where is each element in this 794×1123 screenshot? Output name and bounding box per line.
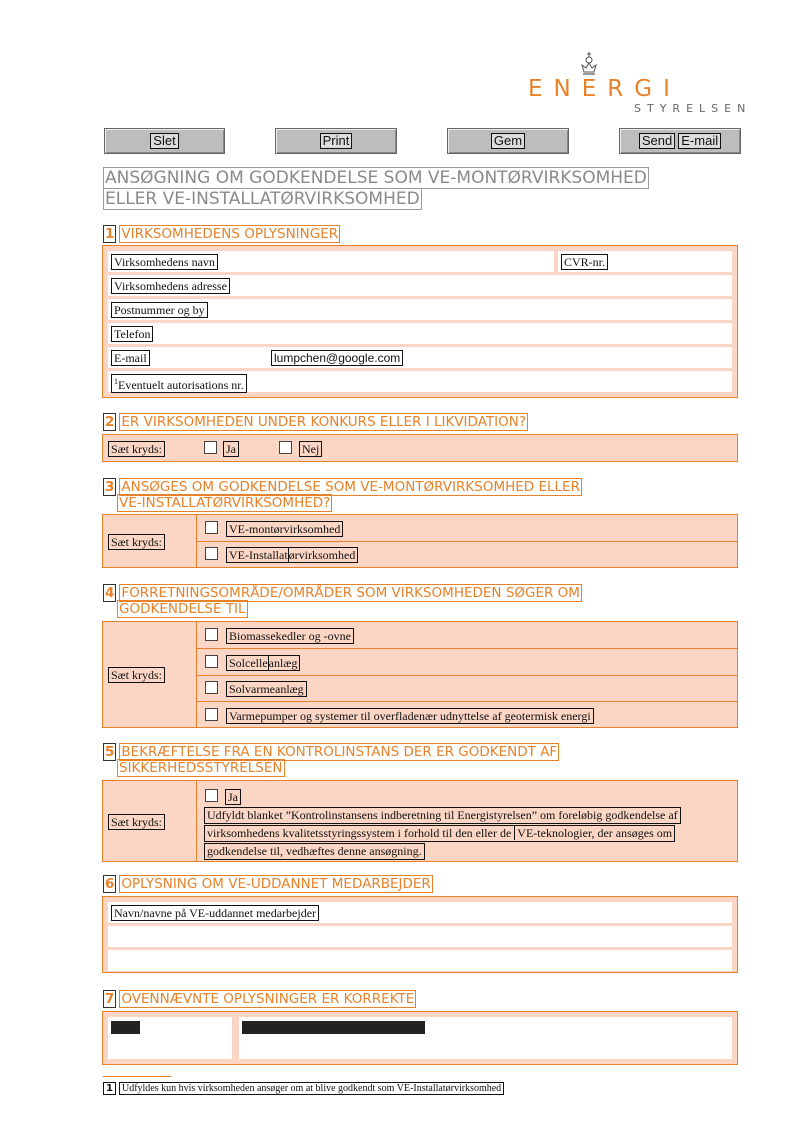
print-button-label: Print [320,133,353,149]
installator-label-b: ørvirksomhed [288,548,356,562]
employee-box [102,896,738,973]
no-checkbox[interactable] [279,441,292,454]
save-button-label: Gem [491,133,525,149]
date-field[interactable] [108,1017,232,1059]
employee-name-field-1[interactable] [108,902,732,923]
section-number: 5 [105,744,115,760]
employee-name-field-2[interactable] [108,926,732,947]
page-title [103,168,723,210]
section-number: 7 [105,991,115,1007]
biomass-checkbox[interactable] [205,628,218,641]
solar-cell-label-a: Solcelle [229,656,268,670]
section-7-heading [103,991,416,1007]
company-address-label: Virksomhedens adresse [111,278,230,294]
no-label: Nej [299,441,322,457]
phone-label: Telefon [111,326,153,342]
email-label: E-mail [678,133,721,149]
check-instruction: Sæt kryds: [108,667,165,683]
montor-label: VE-montørvirksomhed [226,521,343,537]
bankruptcy-box [102,434,738,462]
confirm-yes-label: Ja [225,789,241,805]
company-name-field[interactable] [108,251,554,272]
solar-heat-label: Solvarmeanlæg [226,681,307,697]
attachment-text-line2a: virksomhedens kvalitetsstyringssystem i forhold til den eller de [207,826,512,840]
footnote-text: Udfyldes kun hvis virksomheden ansøger om at blive godkendt som VE-Installatørvirksomhed [119,1082,504,1095]
row-divider [197,701,737,702]
authorisation-label-text: Eventuelt autorisations nr. [118,378,244,392]
section-title-line1: BEKRÆFTELSE FRA EN KONTROLINSTANS DER ER GODKENDT AF [121,744,558,760]
employee-name-field-3[interactable] [108,950,732,971]
yes-checkbox[interactable] [204,441,217,454]
installator-label [226,547,358,563]
section-number: 1 [105,226,115,242]
section-5-heading [103,744,559,776]
zip-city-field[interactable] [108,299,732,320]
section-number: 6 [105,876,115,892]
section-title-line2: VE-INSTALLATØRVIRKSOMHED? [119,495,331,511]
signature-field[interactable] [239,1017,732,1059]
delete-button-label: Slet [150,133,178,149]
email-field[interactable] [108,347,732,368]
section-title: OVENNÆVNTE OPLYSNINGER ER KORREKTE [121,991,415,1007]
biomass-label: Biomassekedler og -ovne [226,628,354,644]
footnote [103,1083,504,1095]
section-2-heading [103,414,528,430]
signature-label: Virksomhedens tegnelses underskrift [242,1021,425,1034]
row-divider [197,648,737,649]
section-1-heading [103,226,340,242]
page-title-line2: ELLER VE-INSTALLATØRVIRKSOMHED [105,189,420,209]
section-number: 3 [105,479,115,495]
business-area-box [102,621,738,728]
attachment-text-line2b: VE-teknologier, der ansøges om [514,826,672,840]
send-email-button[interactable] [619,128,741,154]
footnote-ref: 1 [114,377,118,386]
company-address-field[interactable] [108,275,732,296]
heat-pump-checkbox[interactable] [205,708,218,721]
control-instance-box [102,780,738,862]
solar-cell-label [226,655,300,671]
instruction-cell [103,781,197,861]
print-button[interactable] [275,128,397,154]
energistyrelsen-logo [528,52,752,118]
check-instruction: Sæt kryds: [108,441,165,457]
footnote-divider [103,1076,171,1077]
authorisation-field[interactable] [108,371,732,392]
logo-subtitle: STYRELSEN [634,102,752,115]
cvr-label: CVR-nr. [561,254,608,270]
section-title: OPLYSNING OM VE-UDDANNET MEDARBEJDER [121,876,431,892]
company-info-box [102,245,738,398]
email-field-label: E-mail [111,350,150,366]
section-number: 4 [105,585,115,601]
montor-checkbox[interactable] [205,521,218,534]
solar-cell-checkbox[interactable] [205,655,218,668]
section-title-line1: ANSØGES OM GODKENDELSE SOM VE-MONTØRVIRKSOMHED ELLER [121,479,580,495]
cvr-field[interactable] [558,251,732,272]
check-instruction: Sæt kryds: [108,814,165,830]
zip-city-label: Postnummer og by [111,302,208,318]
instruction-cell [103,515,197,567]
attachment-text-line3: godkendelse til, vedhæftes denne ansøgning. [204,843,425,860]
installator-label-a: VE-Installat [229,548,288,562]
solar-cell-label-b: anlæg [268,656,298,670]
instruction-cell [103,622,197,727]
section-6-heading [103,876,433,892]
section-3-heading [103,479,582,511]
solar-heat-checkbox[interactable] [205,681,218,694]
logo-wordmark: ENERGI [528,76,681,102]
footnote-number: 1 [103,1082,116,1095]
section-title-line2: GODKENDELSE TIL [119,601,246,617]
crown-icon [580,52,598,76]
section-title: VIRKSOMHEDENS OPLYSNINGER [121,226,339,242]
send-label: Send [639,133,675,149]
row-divider [197,541,737,542]
attachment-text-line1: Udfyldt blanket ”Kontrolinstansens indberetning til Energistyrelsen” om foreløbig godkendelse af [204,807,681,824]
section-title-line1: FORRETNINGSOMRÅDE/OMRÅDER SOM VIRKSOMHEDEN SØGER OM [121,585,580,601]
yes-label: Ja [223,441,239,457]
installator-checkbox[interactable] [205,547,218,560]
section-number: 2 [105,414,115,430]
date-label: Dato [111,1021,140,1034]
authorisation-label [111,374,247,393]
save-button[interactable] [447,128,569,154]
check-instruction: Sæt kryds: [108,534,165,550]
company-type-box [102,514,738,568]
delete-button[interactable] [104,128,225,154]
attachment-text [204,807,734,861]
section-title-line2: SIKKERHEDSSTYRELSEN [119,760,283,776]
page-title-line1: ANSØGNING OM GODKENDELSE SOM VE-MONTØRVIRKSOMHED [105,168,647,188]
heat-pump-label: Varmepumper og systemer til overfladenær udnyttelse af geotermisk energi [226,708,594,724]
confirm-yes-checkbox[interactable] [205,789,218,802]
email-value[interactable]: lumpchen@google.com [271,350,403,366]
employee-name-label: Navn/navne på VE-uddannet medarbejder [111,905,319,921]
attachment-text-line2 [204,825,675,842]
section-title: ER VIRKSOMHEDEN UNDER KONKURS ELLER I LIKVIDATION? [121,414,527,430]
row-divider [197,675,737,676]
phone-field[interactable] [108,323,732,344]
signature-box [102,1011,738,1065]
company-name-label: Virksomhedens navn [111,254,218,270]
section-4-heading [103,585,582,617]
